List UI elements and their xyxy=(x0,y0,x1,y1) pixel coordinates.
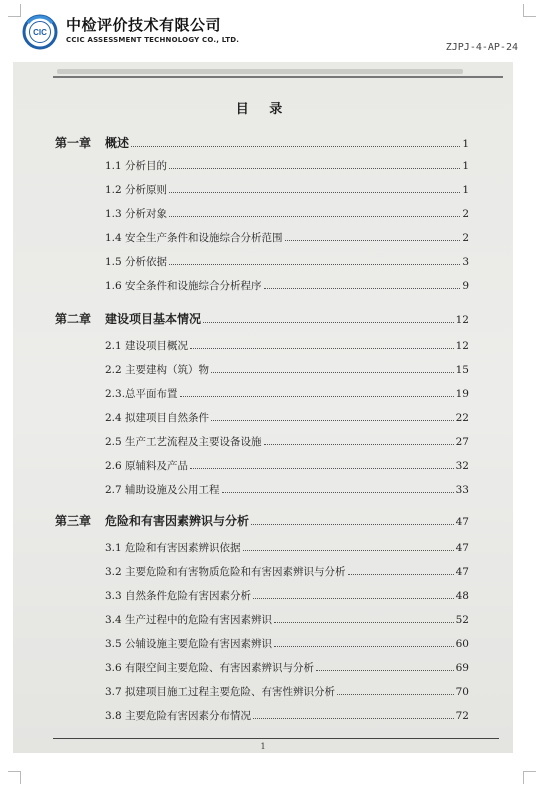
scanned-toc-page xyxy=(13,62,513,753)
toc-dot-leader xyxy=(203,322,454,323)
toc-entry-title: 2.1 建设项目概况 xyxy=(105,340,189,352)
toc-section-entry xyxy=(105,458,469,473)
toc-section-entry xyxy=(105,158,469,173)
toc-section-entry xyxy=(105,636,469,651)
toc-entry-title: 建设项目基本情况 xyxy=(105,312,202,326)
toc-page-number: 1 xyxy=(462,184,469,196)
toc-page-number: 2 xyxy=(462,232,469,244)
toc-entry-title: 3.2 主要危险和有害物质危险和有害因素辨识与分析 xyxy=(105,566,346,578)
toc-dot-leader xyxy=(180,396,454,397)
toc-page-number: 12 xyxy=(455,340,469,352)
toc-page-number: 15 xyxy=(455,364,469,376)
toc-dot-leader xyxy=(211,372,454,373)
toc-entry-title: 2.7 辅助设施及公用工程 xyxy=(105,484,220,496)
toc-page-number: 1 xyxy=(462,138,469,150)
toc-section-entry xyxy=(105,684,469,699)
toc-entry-title: 3.7 拟建项目施工过程主要危险、有害性辨识分析 xyxy=(105,686,336,698)
scan-footer-rule xyxy=(53,738,499,739)
toc-section-entry xyxy=(105,362,469,377)
toc-entry-title: 2.5 生产工艺流程及主要设备设施 xyxy=(105,436,262,448)
logo-text: CIC xyxy=(33,28,47,37)
toc-section-entry xyxy=(105,612,469,627)
scan-header-rule xyxy=(53,76,503,78)
toc-entry-title: 3.4 生产过程中的危险有害因素辨识 xyxy=(105,614,273,626)
toc-section-entry xyxy=(105,410,469,425)
toc-entry-title: 危险和有害因素辨识与分析 xyxy=(105,514,250,528)
company-logo-icon xyxy=(22,14,58,50)
toc-entry-title: 3.5 公辅设施主要危险有害因素辨识 xyxy=(105,638,273,650)
toc-section-entry xyxy=(105,588,469,603)
toc-section-entry xyxy=(105,338,469,353)
toc-page-number: 27 xyxy=(455,436,469,448)
toc-chapter-number: 第一章 xyxy=(55,136,92,150)
toc-page-number: 12 xyxy=(455,314,469,326)
toc-dot-leader xyxy=(316,670,454,671)
toc-entry-title: 2.6 原辅料及产品 xyxy=(105,460,189,472)
toc-page-number: 32 xyxy=(455,460,469,472)
toc-entry-title: 3.3 自然条件危险有害因素分析 xyxy=(105,590,252,602)
toc-page-number: 48 xyxy=(455,590,469,602)
toc-entry-title: 1.6 安全条件和设施综合分析程序 xyxy=(105,280,262,292)
toc-section-entry xyxy=(105,206,469,221)
toc-page-number: 70 xyxy=(455,686,469,698)
toc-entry-title: 3.8 主要危险有害因素分布情况 xyxy=(105,710,252,722)
crop-mark-top-right xyxy=(523,4,536,17)
toc-page-number: 47 xyxy=(455,542,469,554)
toc-dot-leader xyxy=(243,550,454,551)
toc-chapter-number: 第二章 xyxy=(55,312,92,326)
toc-dot-leader xyxy=(274,622,454,623)
toc-section-entry xyxy=(105,708,469,723)
toc-dot-leader xyxy=(169,216,460,217)
toc-dot-leader xyxy=(253,718,454,719)
toc-section-entry xyxy=(105,254,469,269)
company-name-en: CCIC ASSESSMENT TECHNOLOGY CO., LTD. xyxy=(66,36,240,44)
toc-section-entry xyxy=(105,182,469,197)
page-number: 1 xyxy=(260,742,266,751)
toc-section-entry xyxy=(105,482,469,497)
crop-mark-bottom-left xyxy=(8,771,21,784)
toc-section-entry xyxy=(105,564,469,579)
toc-title: 目 录 xyxy=(235,102,291,117)
toc-section-entry xyxy=(105,230,469,245)
toc-page-number: 19 xyxy=(455,388,469,400)
scan-header-text-blur xyxy=(57,69,463,74)
toc-chapter-number: 第三章 xyxy=(55,514,92,528)
toc-dot-leader xyxy=(274,646,454,647)
toc-page-number: 9 xyxy=(462,280,469,292)
toc-entry-title: 2.3.总平面布置 xyxy=(105,388,178,400)
toc-entry-title: 3.6 有限空间主要危险、有害因素辨识与分析 xyxy=(105,662,315,674)
toc-page-number: 60 xyxy=(455,638,469,650)
toc-section-entry xyxy=(105,434,469,449)
toc-dot-leader xyxy=(222,492,454,493)
toc-dot-leader xyxy=(264,288,461,289)
toc-section-entry xyxy=(105,278,469,293)
toc-entry-title: 2.4 拟建项目自然条件 xyxy=(105,412,210,424)
toc-page-number: 47 xyxy=(455,516,469,528)
toc-entry-title: 1.4 安全生产条件和设施综合分析范围 xyxy=(105,232,283,244)
toc-dot-leader xyxy=(131,146,460,147)
toc-chapter-entry xyxy=(55,134,469,151)
toc-page-number: 47 xyxy=(455,566,469,578)
document-code: ZJPJ-4-AP-24 xyxy=(445,42,518,53)
toc-dot-leader xyxy=(285,240,461,241)
toc-dot-leader xyxy=(190,348,454,349)
toc-page-number: 52 xyxy=(455,614,469,626)
toc-page-number: 2 xyxy=(462,208,469,220)
toc-dot-leader xyxy=(190,468,454,469)
crop-mark-top-left xyxy=(8,4,21,17)
toc-page-number: 72 xyxy=(455,710,469,722)
toc-dot-leader xyxy=(169,264,460,265)
toc-entry-title: 1.5 分析依据 xyxy=(105,256,168,268)
toc-entry-title: 概述 xyxy=(105,136,130,150)
toc-dot-leader xyxy=(169,168,460,169)
crop-mark-bottom-right xyxy=(523,771,536,784)
toc-section-entry xyxy=(105,386,469,401)
toc-page-number: 1 xyxy=(462,160,469,172)
toc-page-number: 3 xyxy=(462,256,469,268)
toc-chapter-entry xyxy=(55,310,469,327)
toc-entry-title: 1.2 分析原则 xyxy=(105,184,168,196)
toc-chapter-entry xyxy=(55,512,469,529)
toc-dot-leader xyxy=(264,444,454,445)
toc-dot-leader xyxy=(251,524,454,525)
toc-entry-title: 1.1 分析目的 xyxy=(105,160,168,172)
toc-page-number: 69 xyxy=(455,662,469,674)
toc-section-entry xyxy=(105,540,469,555)
toc-dot-leader xyxy=(169,192,460,193)
toc-entry-title: 3.1 危险和有害因素辨识依据 xyxy=(105,542,241,554)
toc-page-number: 33 xyxy=(455,484,469,496)
toc-dot-leader xyxy=(337,694,454,695)
toc-section-entry xyxy=(105,660,469,675)
toc-page-number: 22 xyxy=(455,412,469,424)
toc-entry-title: 2.2 主要建构（筑）物 xyxy=(105,364,210,376)
toc-dot-leader xyxy=(348,574,454,575)
toc-dot-leader xyxy=(211,420,454,421)
company-name-cn: 中检评价技术有限公司 xyxy=(66,16,222,34)
toc-dot-leader xyxy=(253,598,454,599)
toc-entry-title: 1.3 分析对象 xyxy=(105,208,168,220)
